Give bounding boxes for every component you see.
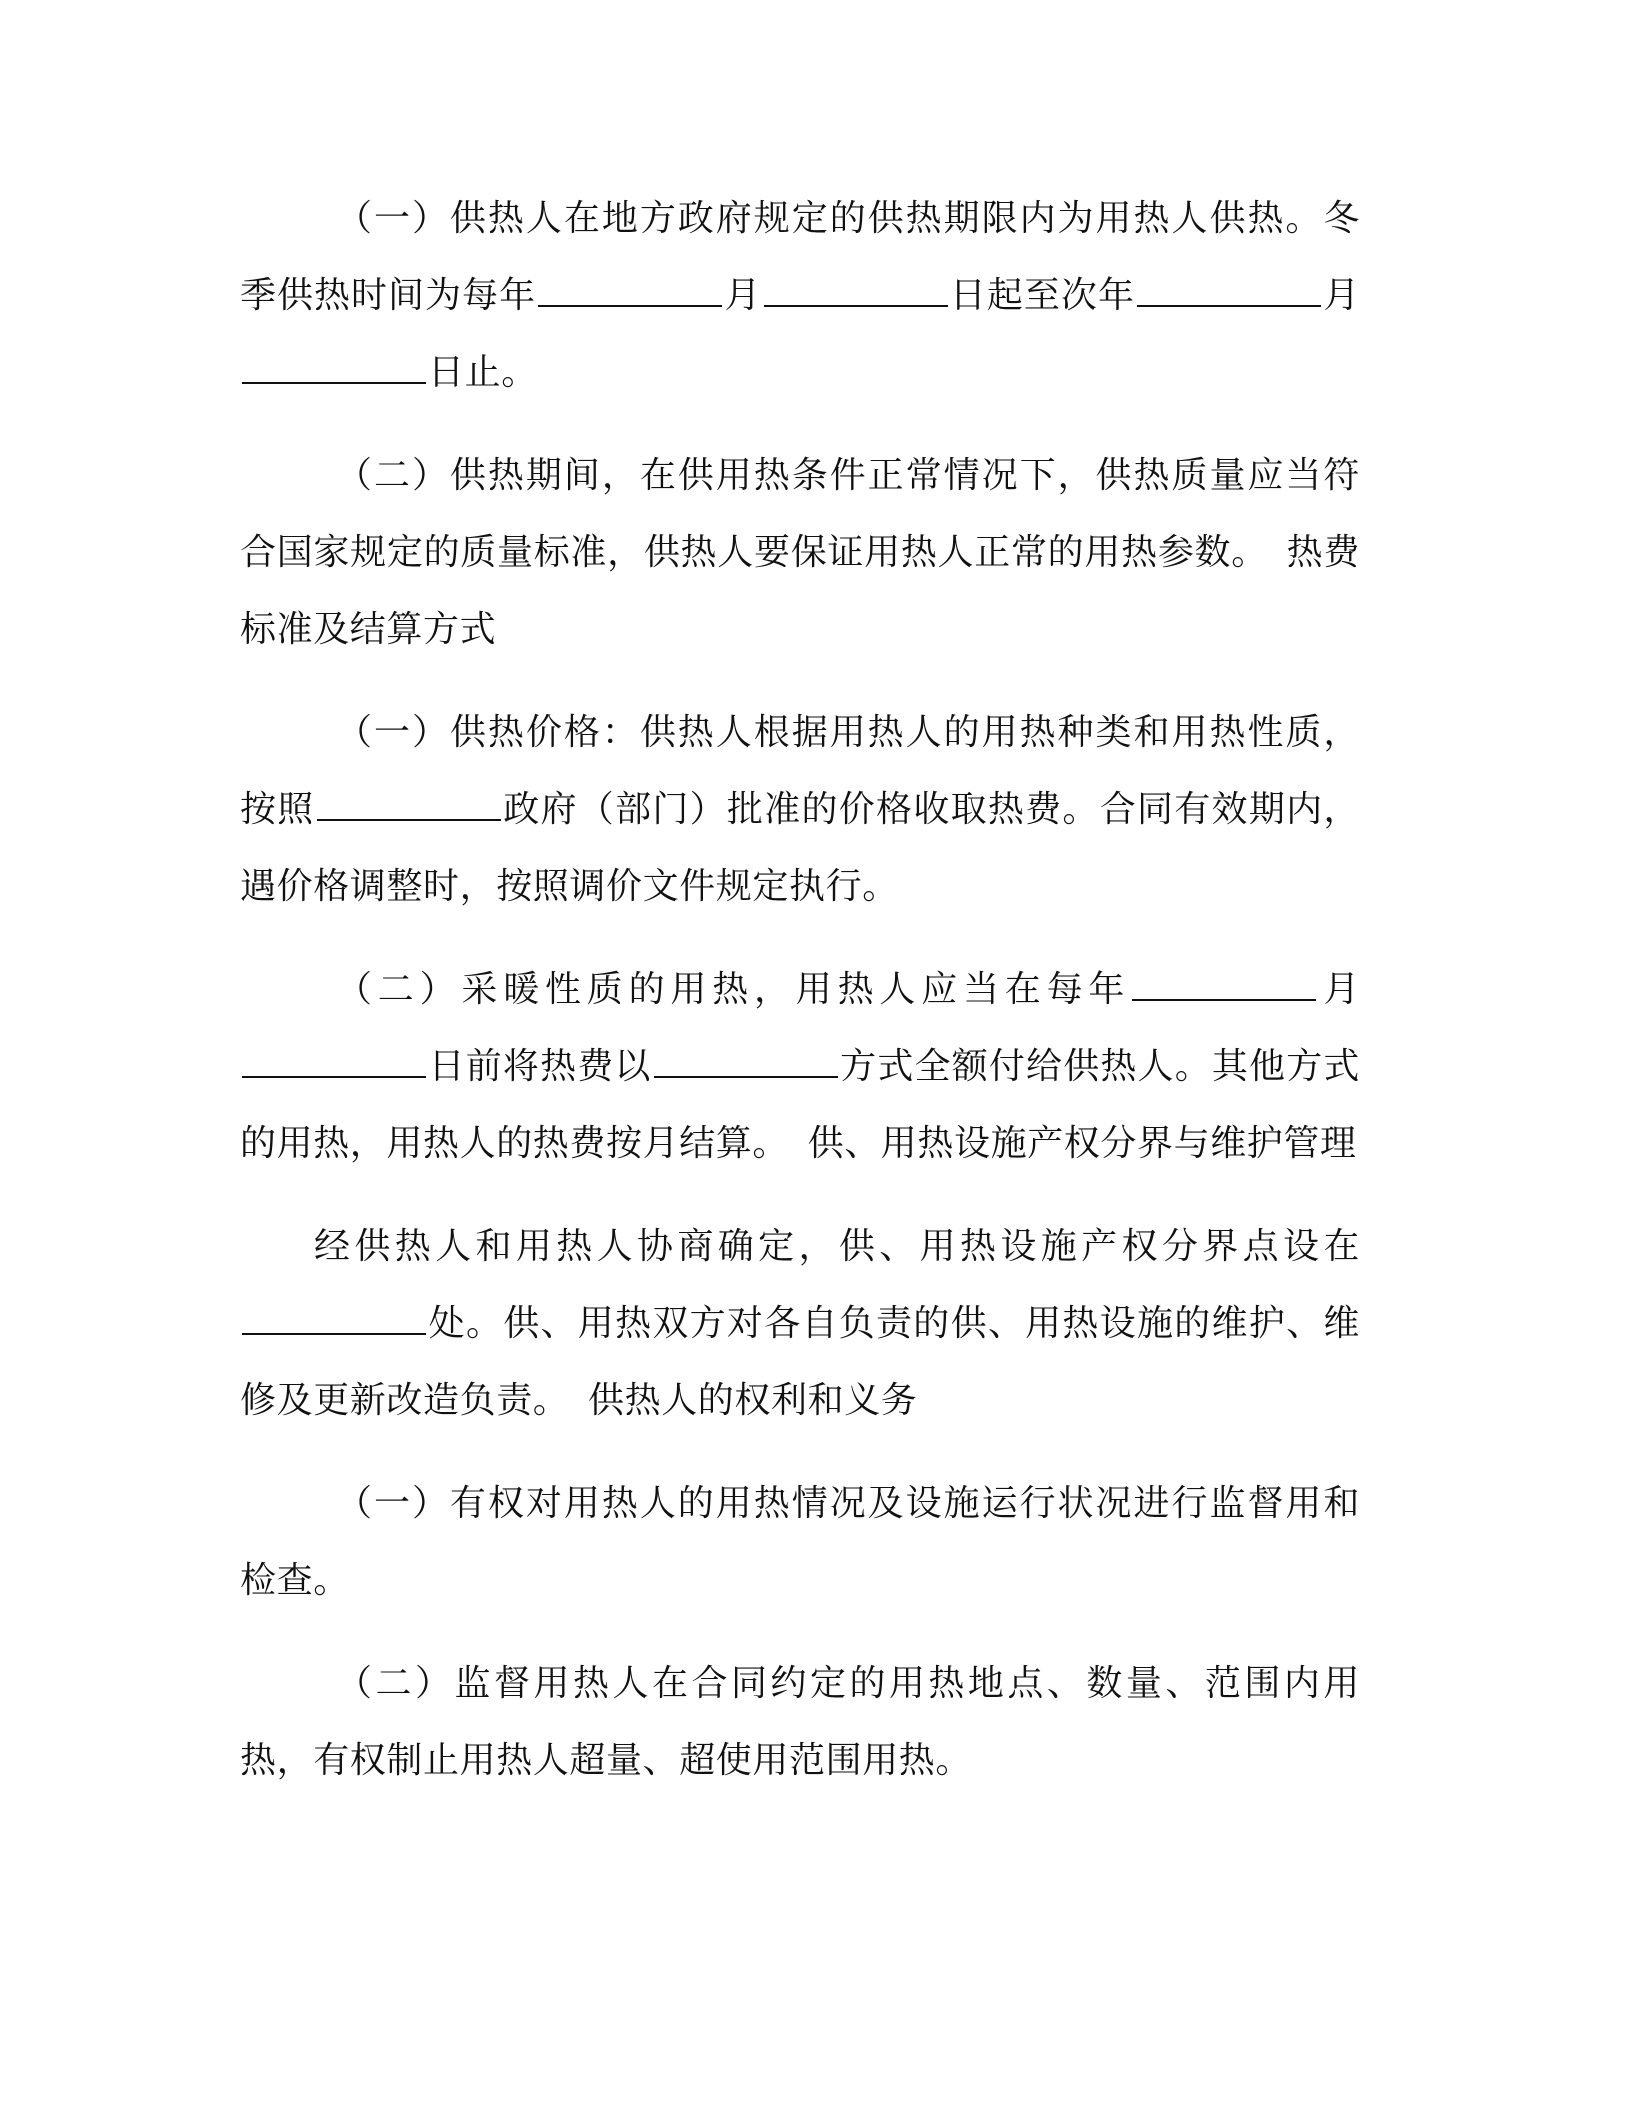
fill-in-blank[interactable]	[538, 304, 722, 307]
text-segment: 日止。	[428, 352, 538, 393]
paragraph-heating-period	[240, 180, 1360, 411]
paragraph-supervision-right: （一）有权对用热人的用热情况及设施运行状况进行监督用和检查。	[240, 1483, 1360, 1601]
paragraph-property-boundary	[240, 1208, 1360, 1439]
fill-in-blank[interactable]	[242, 381, 426, 384]
paragraph-payment	[240, 951, 1360, 1182]
text-segment: 月	[724, 275, 762, 316]
fill-in-blank[interactable]	[242, 1332, 426, 1335]
fill-in-blank[interactable]	[317, 818, 501, 821]
text-segment: 月	[1322, 275, 1360, 316]
paragraph-heating-price	[240, 694, 1360, 925]
text-segment: 日前将热费以	[428, 1046, 652, 1087]
paragraph-usage-control: （二）监督用热人在合同约定的用热地点、数量、范围内用热，有权制止用热人超量、超使用范围用热。	[240, 1663, 1360, 1781]
paragraph-heating-quality: （二）供热期间，在供用热条件正常情况下，供热质量应当符合国家规定的质量标准，供热人要保证用热人正常的用热参数。 热费标准及结算方式	[240, 455, 1360, 650]
fill-in-blank[interactable]	[654, 1075, 838, 1078]
text-segment: （一）供热价格：供热人根据用热人的用热种类和用热性质，按照	[240, 712, 1360, 830]
text-segment: （一）供热人在地方政府规定的供热期限内为用热人供热。冬季供热时间为每年	[240, 198, 1360, 316]
text-segment: 月	[1318, 969, 1360, 1010]
document-body	[240, 180, 1360, 1825]
text-segment: 方式全额付给供热人。其他方式的用热，用热人的热费按月结算。 供、用热设施产权分界与维护管理	[240, 1046, 1360, 1164]
text-segment: （二）采暖性质的用热，用热人应当在每年	[336, 969, 1131, 1010]
text-segment: 政府（部门）批准的价格收取热费。合同有效期内，遇价格调整时，按照调价文件规定执行。	[240, 789, 1360, 907]
fill-in-blank[interactable]	[764, 304, 948, 307]
text-segment: 日起至次年	[949, 275, 1135, 316]
text-segment: 处。供、用热双方对各自负责的供、用热设施的维护、维修及更新改造负责。 供热人的权利和义务	[240, 1303, 1360, 1421]
fill-in-blank[interactable]	[1132, 998, 1316, 1001]
fill-in-blank[interactable]	[1137, 304, 1321, 307]
text-segment: 经供热人和用热人协商确定，供、用热设施产权分界点设在	[314, 1226, 1360, 1267]
fill-in-blank[interactable]	[242, 1075, 426, 1078]
